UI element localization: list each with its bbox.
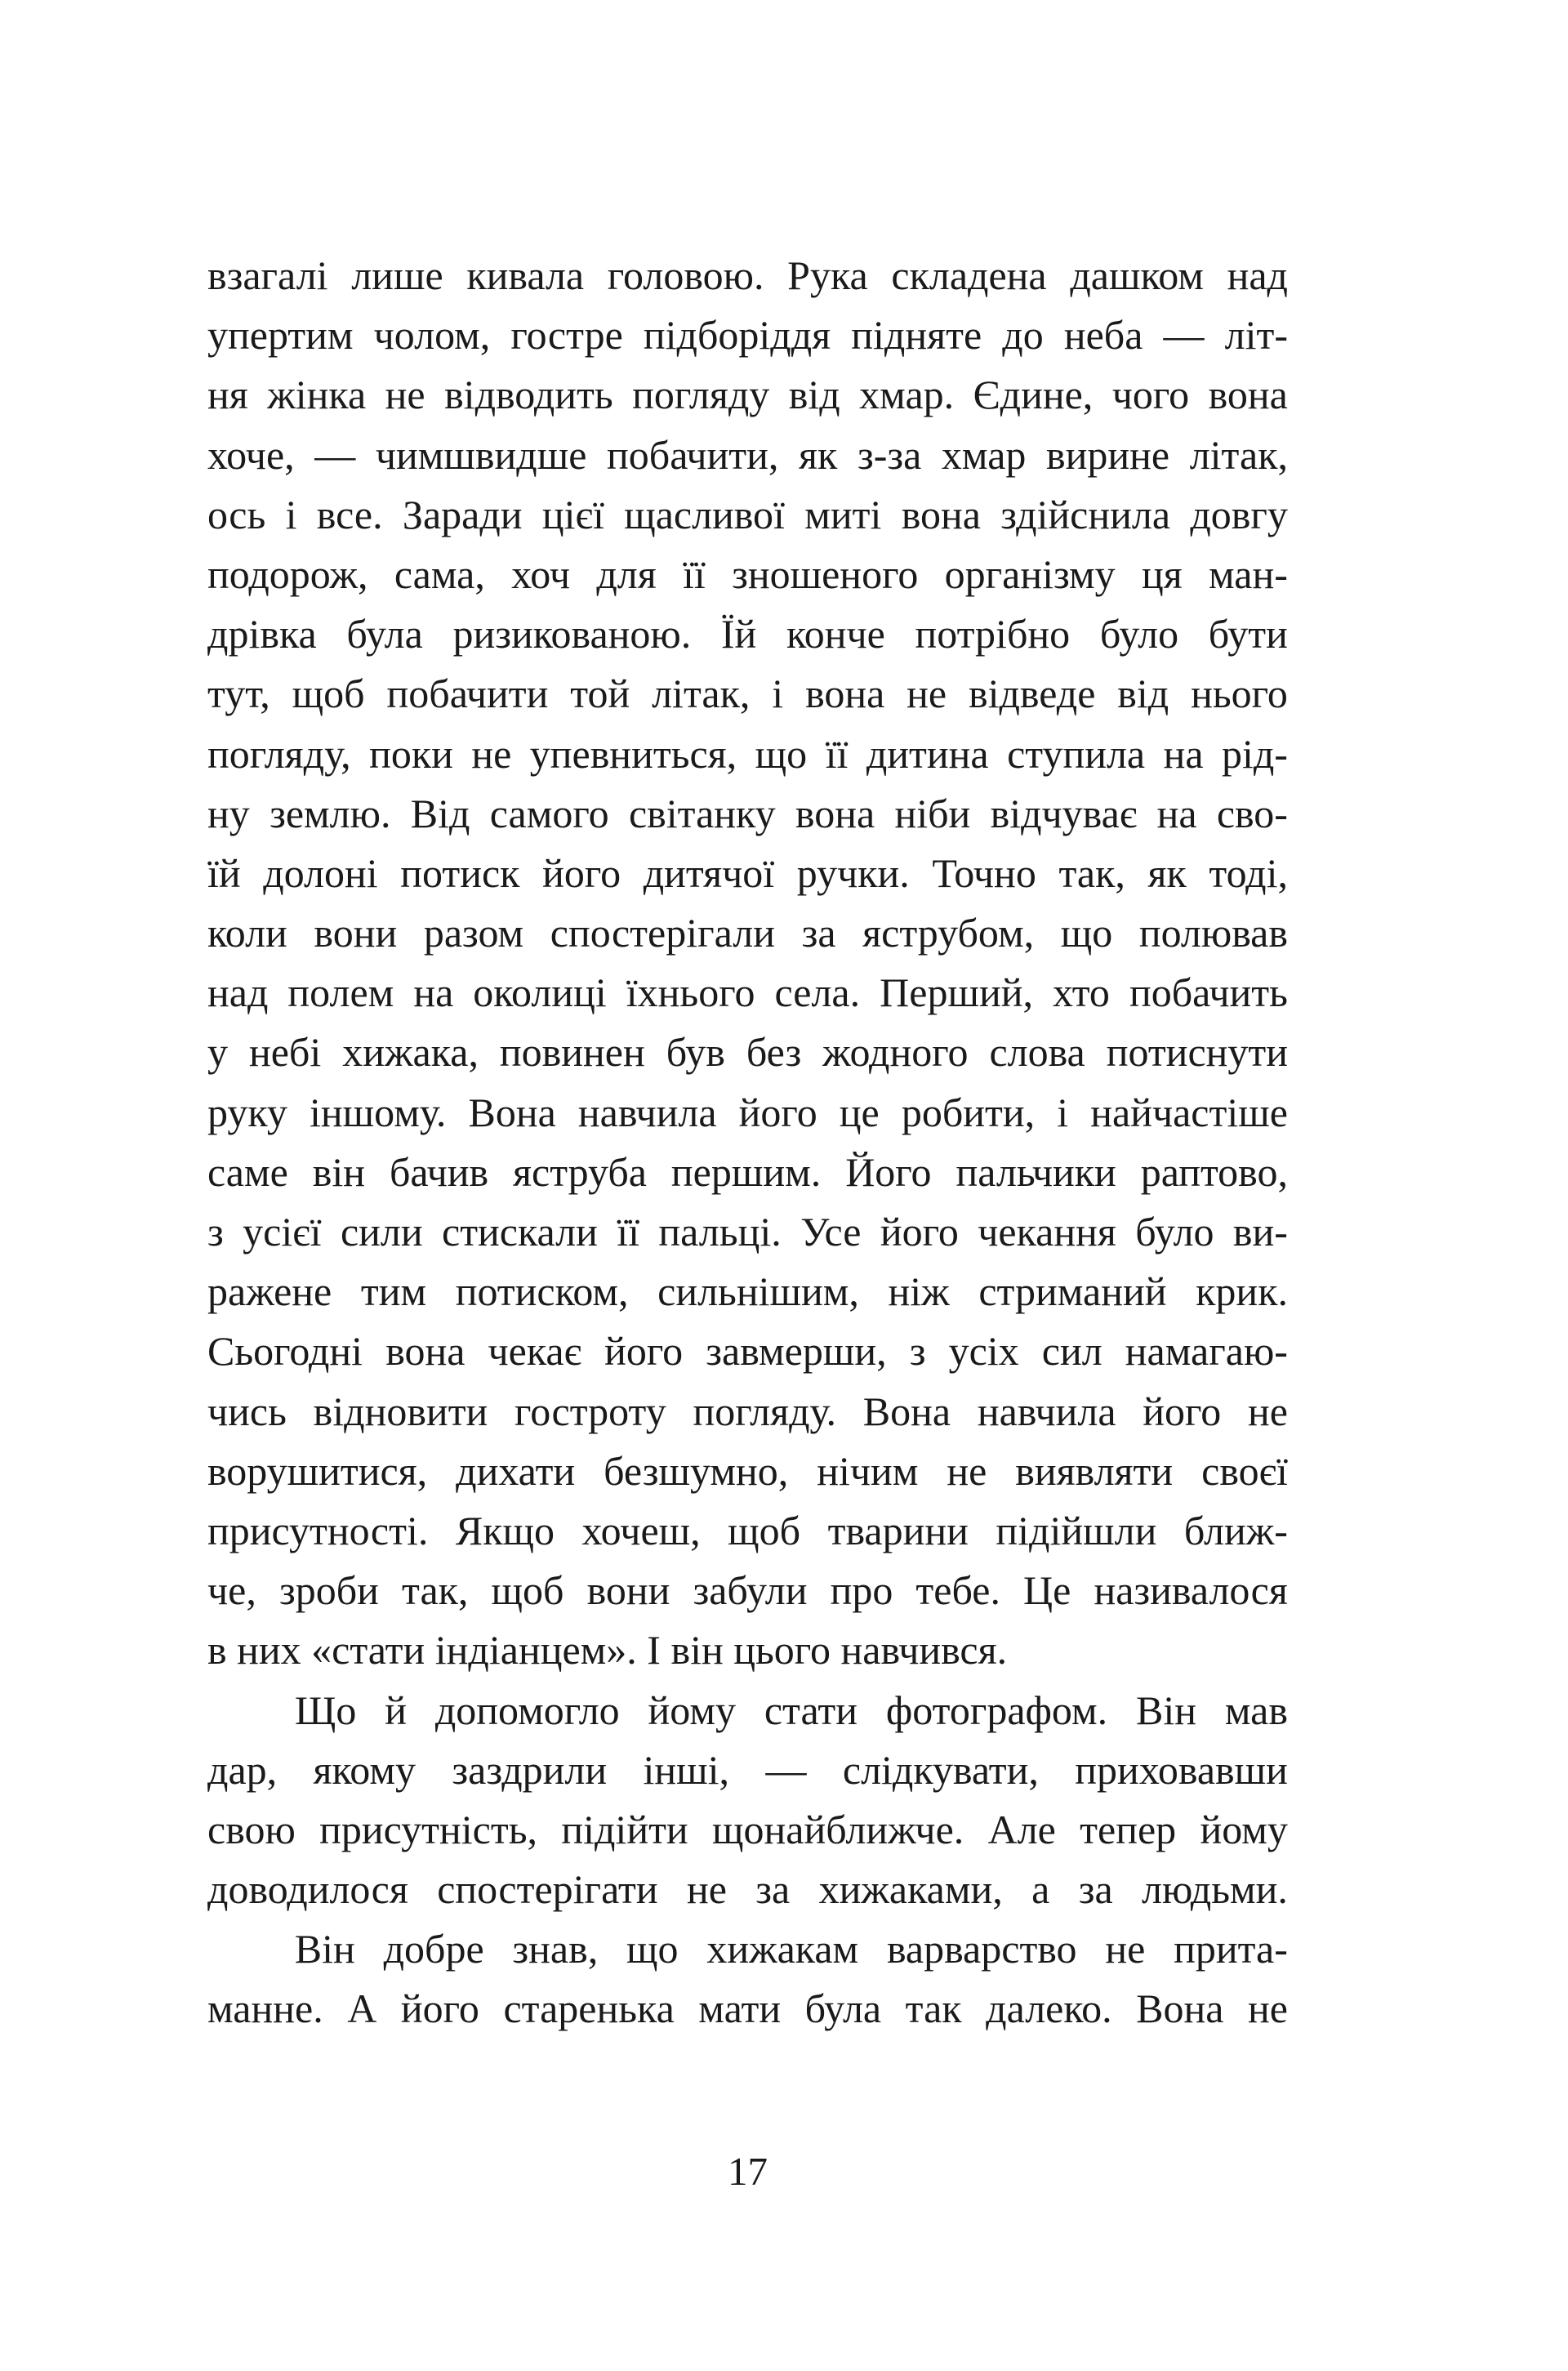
text-line paragraph-end: в них «стати індіанцем». І він цього навчився. [207, 1627, 1008, 1674]
text-line: подорож, сама, хоч для її зношеного організму ця ман- [207, 550, 1288, 597]
text-line: дар, якому заздрили інші, — слідкувати, приховавши [207, 1746, 1288, 1793]
text-line: над полем на околиці їхнього села. Перший, хто побачить [207, 969, 1288, 1016]
text-line paragraph-start: Він добре знав, що хижакам варварство не прита- [294, 1926, 1288, 1972]
text-line: хоче, — чимшвидше побачити, як з-за хмар вирине літак, [207, 431, 1288, 478]
text-line paragraph-start: Що й допомогло йому стати фотографом. Він мав [294, 1687, 1288, 1733]
text-line: у небі хижака, повинен був без жодного слова потиснути [207, 1029, 1288, 1076]
text-line: дрівка була ризикованою. Їй конче потрібно було бути [207, 611, 1288, 657]
text-line: свою присутність, підійти щонайближче. Але тепер йому [207, 1806, 1288, 1852]
text-line: ворушитися, дихати безшумно, нічим не виявляти своєї [207, 1447, 1288, 1494]
text-line: взагалі лише кивала головою. Рука складена дашком над [207, 252, 1288, 298]
page-number: 17 [728, 2149, 768, 2194]
text-line: ражене тим потиском, сильнішим, ніж стриманий крик. [207, 1268, 1288, 1315]
text-line: ну землю. Від самого світанку вона ніби відчуває на сво- [207, 790, 1288, 836]
body-text [207, 246, 1288, 2039]
text-line: саме він бачив яструба першим. Його пальчики раптово, [207, 1148, 1288, 1195]
text-line: з усієї сили стискали її пальці. Усе його чекання було ви- [207, 1209, 1288, 1255]
text-line: коли вони разом спостерігали за яструбом, що полював [207, 910, 1288, 956]
text-line: присутності. Якщо хочеш, щоб тварини підійшли ближ- [207, 1507, 1288, 1553]
text-line: че, зроби так, щоб вони забули про тебе. Це називалося [207, 1567, 1288, 1614]
text-line: Сьогодні вона чекає його завмерши, з усіх сил намагаю- [207, 1328, 1288, 1375]
text-line: руку іншому. Вона навчила його це робити, і найчастіше [207, 1089, 1288, 1135]
text-line: ось і все. Заради цієї щасливої миті вона здійснила довгу [207, 491, 1288, 537]
text-line paragraph-end: доводилося спостерігати не за хижаками, а за людьми. [207, 1866, 1288, 1913]
text-line: погляду, поки не упевниться, що її дитина ступила на рід- [207, 730, 1288, 777]
text-line: ня жінка не відводить погляду від хмар. Єдине, чого вона [207, 372, 1288, 418]
text-line: чись відновити гостроту погляду. Вона навчила його не [207, 1388, 1288, 1434]
text-line: манне. А його старенька мати була так далеко. Вона не [207, 1985, 1288, 2032]
text-line: упертим чолом, гостре підборіддя підняте до неба — літ- [207, 312, 1288, 359]
text-line: їй долоні потиск його дитячої ручки. Точно так, як тоді, [207, 849, 1288, 896]
text-line: тут, щоб побачити той літак, і вона не відведе від нього [207, 671, 1288, 717]
